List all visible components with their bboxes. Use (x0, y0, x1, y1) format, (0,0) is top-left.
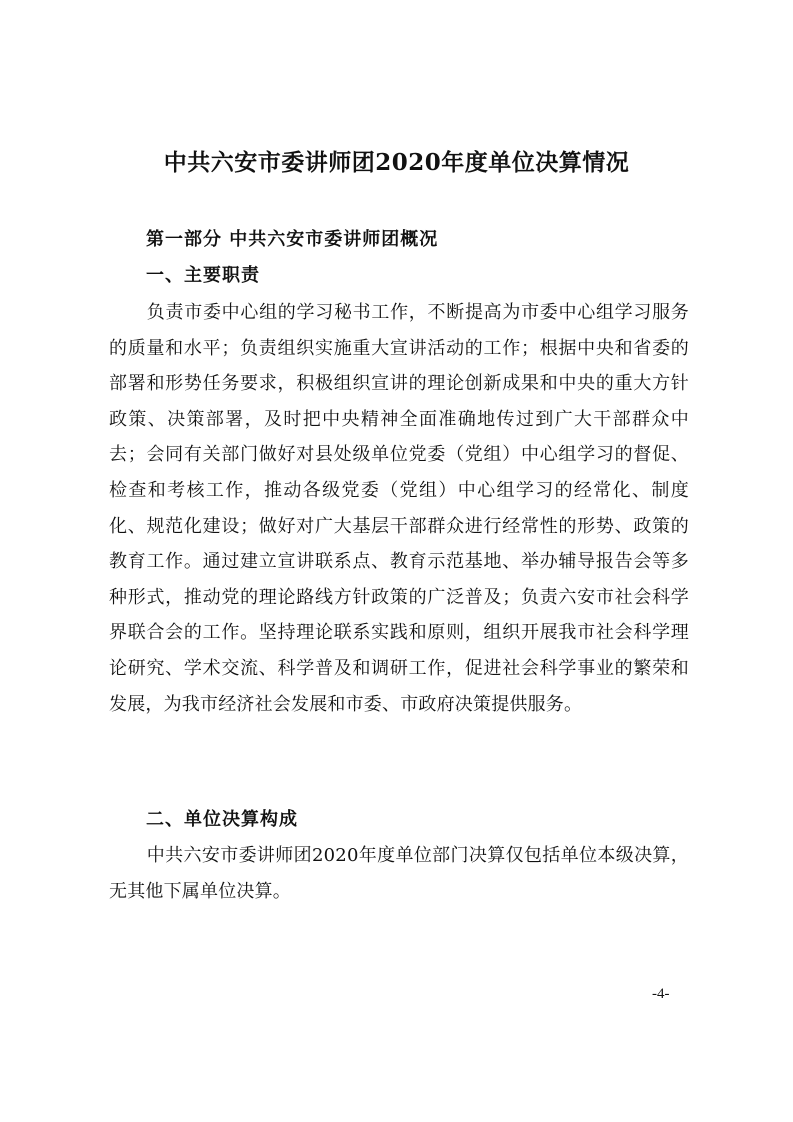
part-heading: 第一部分 中共六安市委讲师团概况 (146, 229, 439, 250)
section-body-budget-composition: 中共六安市委讲师团2020年度单位部门决算仅包括单位本级决算，无其他下属单位决算。 (109, 845, 689, 902)
document-title: 中共六安市委讲师团2020年度单位决算情况 (163, 149, 630, 176)
section-body-main-duties: 负责市委中心组的学习秘书工作，不断提高为市委中心组学习服务的质量和水平；负责组织实施重大宣讲活动的工作；根据中央和省委的部署和形势任务要求，积极组织宣讲的理论创新成果和中央的重大方针政策、决策部署，及时把中央精神全面准确地传过到广大干部群众中去；会同有关部门做好对县处级单位党委（党组）中心组学习的督促、检查和考核工作，推动各级党委（党组）中心组学习的经常化、制度化、规范化建设；做好对广大基层干部群众进行经常性的形势、政策的教育工作。通过建立宣讲联系点、教育示范基地、举办辅导报告会等多种形式，推动党的理论路线方针政策的广泛普及；负责六安市社会科学界联合会的工作。坚持理论联系实践和原则，组织开展我市社会科学理论研究、学术交流、科学普及和调研工作，促进社会科学事业的繁荣和发展，为我市经济社会发展和市委、市政府决策提供服务。 (109, 302, 689, 715)
section-heading-budget-composition: 二、单位决算构成 (146, 809, 298, 830)
page-number: -4- (652, 986, 670, 1002)
section-heading-main-duties: 一、主要职责 (146, 265, 260, 286)
